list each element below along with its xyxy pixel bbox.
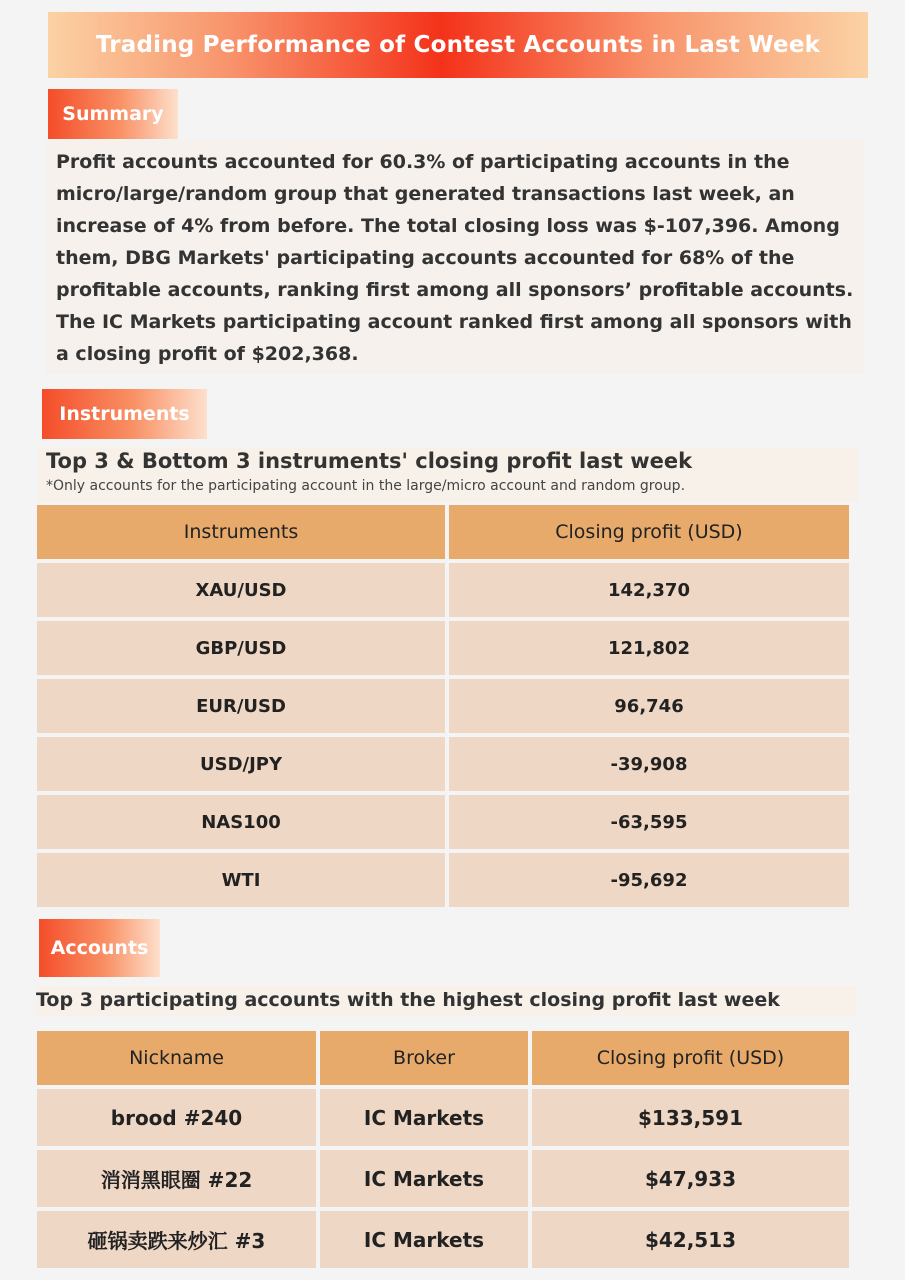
table-row [37,1211,849,1268]
profit-cell: -95,692 [449,853,849,907]
column-header-broker: Broker [320,1031,528,1085]
table-header-row [37,505,849,559]
broker-cell: IC Markets [320,1089,528,1146]
table-row [37,679,849,733]
instruments-heading: Top 3 & Bottom 3 instruments' closing profit last week [46,449,693,473]
title-banner [48,12,868,78]
column-header-instruments: Instruments [37,505,445,559]
profit-cell: $47,933 [532,1150,849,1207]
profit-cell: -39,908 [449,737,849,791]
table-row [37,563,849,617]
summary-text: Profit accounts accounted for 60.3% of participating accounts in the micro/large/random group that generated transactions last week, an increase of 4% from before. The total closing loss was $-107,396. Among them, DBG Markets' participating accounts accounted for 68% of the profitable accounts, ranking first among all sponsors’ profitable accounts. The IC Markets participating account ranked first among all sponsors with a closing profit of $202,368. [46,140,864,374]
instrument-cell: GBP/USD [37,621,445,675]
column-header-closing-profit: Closing profit (USD) [449,505,849,559]
instrument-cell: EUR/USD [37,679,445,733]
table-row [37,795,849,849]
instrument-cell: NAS100 [37,795,445,849]
profit-cell: $133,591 [532,1089,849,1146]
instrument-cell: USD/JPY [37,737,445,791]
nickname-cell: 砸锅卖跌来炒汇 #3 [37,1211,316,1268]
page-title: Trading Performance of Contest Accounts in Last Week [95,32,821,58]
column-header-closing-profit: Closing profit (USD) [532,1031,849,1085]
table-row [37,737,849,791]
profit-cell: 96,746 [449,679,849,733]
table-row [37,621,849,675]
broker-cell: IC Markets [320,1211,528,1268]
profit-cell: 121,802 [449,621,849,675]
profit-cell: 142,370 [449,563,849,617]
table-header-row [37,1031,849,1085]
instruments-table [33,501,853,911]
table-row [37,1089,849,1146]
accounts-heading: Top 3 participating accounts with the highest closing profit last week [36,986,856,1016]
instruments-note: *Only accounts for the participating account in the large/micro account and random group. [46,478,686,494]
nickname-cell: brood #240 [37,1089,316,1146]
nickname-cell: 消消黑眼圈 #22 [37,1150,316,1207]
accounts-section-label: Accounts [39,919,160,977]
instruments-heading-block [38,447,858,502]
instrument-cell: XAU/USD [37,563,445,617]
profit-cell: $42,513 [532,1211,849,1268]
summary-section-label: Summary [48,89,178,139]
table-row [37,853,849,907]
profit-cell: -63,595 [449,795,849,849]
instruments-section-label: Instruments [42,389,207,439]
table-row [37,1150,849,1207]
column-header-nickname: Nickname [37,1031,316,1085]
accounts-table [33,1027,853,1272]
broker-cell: IC Markets [320,1150,528,1207]
instrument-cell: WTI [37,853,445,907]
